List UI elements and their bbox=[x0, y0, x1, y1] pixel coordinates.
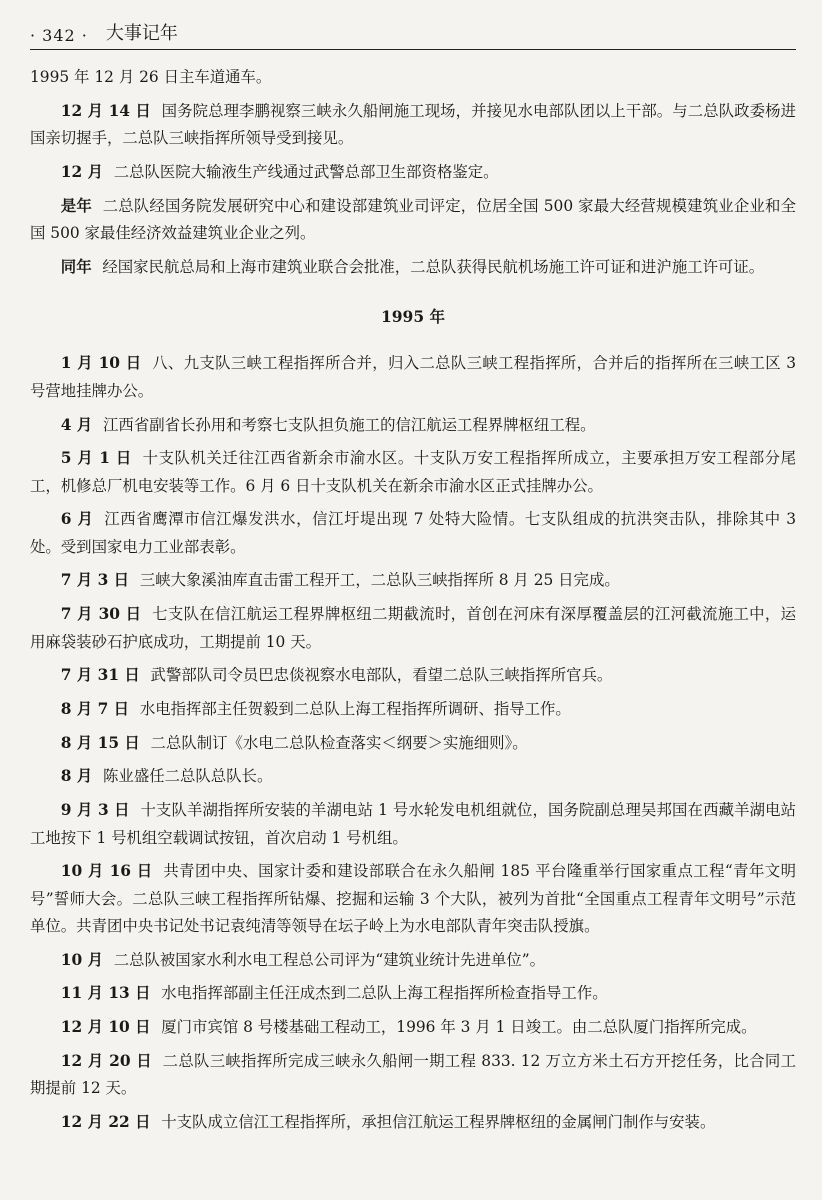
entry-text: 三峡大象溪油库直击雷工程开工，二总队三峡指挥所 8 月 25 日完成。 bbox=[139, 571, 620, 590]
entry-text: 国务院总理李鹏视察三峡永久船闸施工现场，并接见水电部队团以上干部。与二总队政委杨进国亲切握手，二总队三峡指挥所领导受到接见。 bbox=[30, 101, 796, 148]
entry-text: 二总队被国家水利水电工程总公司评为“建筑业统计先进单位”。 bbox=[113, 950, 546, 969]
entry-date: 12 月 22 日 bbox=[60, 1112, 151, 1131]
chronicle-entry bbox=[30, 980, 796, 1007]
chronicle-entry bbox=[30, 763, 796, 790]
chronicle-entry bbox=[30, 947, 796, 974]
entry-text: 十支队羊湖指挥所安装的羊湖电站 1 号水轮发电机组就位，国务院副总理吴邦国在西藏羊湖电站工地按下 1 号机组空载调试按钮，首次启动 1 号机组。 bbox=[30, 801, 797, 847]
chronicle-entry bbox=[30, 506, 796, 561]
chronicle-entry bbox=[30, 350, 796, 405]
entry-text: 江西省鹰潭市信江爆发洪水，信江圩堤出现 7 处特大险情。七支队组成的抗洪突击队，排除其中 3 处。受到国家电力工业部表彰。 bbox=[30, 510, 796, 556]
page-number: · 342 · bbox=[30, 26, 88, 45]
entry-date: 7 月 30 日 bbox=[60, 605, 142, 624]
entry-text: 水电指挥部副主任汪成杰到二总队上海工程指挥所检查指导工作。 bbox=[161, 984, 608, 1003]
entry-date: 同年 bbox=[60, 257, 92, 276]
entries-1995 bbox=[30, 350, 796, 1136]
entry-text: 共青团中央、国家计委和建设部联合在永久船闸 185 平台隆重举行国家重点工程“青年文明号”誓师大会。二总队三峡工程指挥所钻爆、挖掘和运输 3 个大队，被列为首批“全国重点工程青年文明号”示范单位。共青团中央书记处书记袁纯清等领导在坛子岭上为水电部队青年突击队授旗。 bbox=[30, 862, 796, 936]
chronicle-entry bbox=[30, 567, 796, 594]
entry-date: 5 月 1 日 bbox=[60, 449, 132, 468]
chronicle-entry bbox=[30, 64, 796, 91]
chronicle-entry bbox=[30, 1014, 796, 1041]
chronicle-entry bbox=[30, 696, 796, 723]
entry-date: 10 月 16 日 bbox=[60, 862, 153, 881]
entry-date: 11 月 13 日 bbox=[60, 984, 151, 1003]
entry-date: 7 月 31 日 bbox=[60, 666, 140, 685]
entry-text: 武警部队司令员巴忠倓视察水电部队，看望二总队三峡指挥所官兵。 bbox=[150, 666, 613, 685]
chronicle-entry bbox=[30, 730, 796, 757]
entry-date: 12 月 20 日 bbox=[60, 1051, 152, 1070]
chronicle-entry bbox=[30, 254, 796, 281]
document-body bbox=[30, 64, 796, 1143]
chronicle-entry bbox=[30, 193, 796, 248]
chronicle-entry bbox=[30, 445, 796, 500]
entry-date: 8 月 7 日 bbox=[60, 699, 130, 718]
entry-date: 1 月 10 日 bbox=[60, 354, 142, 373]
entry-date: 6 月 bbox=[60, 510, 94, 529]
entries-1994 bbox=[30, 64, 796, 281]
chronicle-entry bbox=[30, 159, 796, 186]
entry-text: 十支队成立信江工程指挥所，承担信江航运工程界牌枢纽的金属闸门制作与安装。 bbox=[161, 1112, 716, 1131]
entry-date: 12 月 10 日 bbox=[60, 1018, 151, 1037]
entry-date: 4 月 bbox=[60, 415, 93, 434]
entry-date: 10 月 bbox=[60, 950, 103, 969]
entry-text: 陈业盛任二总队总队长。 bbox=[103, 767, 273, 786]
entry-date: 7 月 3 日 bbox=[60, 571, 130, 590]
entry-text: 二总队医院大输液生产线通过武警总部卫生部资格鉴定。 bbox=[113, 162, 499, 181]
entry-text: 厦门市宾馆 8 号楼基础工程动工，1996 年 3 月 1 日竣工。由二总队厦门指挥所完成。 bbox=[161, 1018, 757, 1037]
entry-text: 七支队在信江航运工程界牌枢纽二期截流时，首创在河床有深厚覆盖层的江河截流施工中，运用麻袋装砂石护底成功，工期提前 10 天。 bbox=[30, 605, 796, 651]
page-header bbox=[30, 20, 796, 50]
chronicle-entry bbox=[30, 1048, 796, 1103]
entry-date: 8 月 bbox=[60, 767, 93, 786]
running-title: 大事记年 bbox=[105, 23, 178, 44]
entry-date: 是年 bbox=[60, 196, 92, 215]
entry-date: 8 月 15 日 bbox=[60, 733, 140, 752]
chronicle-entry bbox=[30, 601, 796, 656]
entry-text: 八、九支队三峡工程指挥所合并，归入二总队三峡工程指挥所，合并后的指挥所在三峡工区 3 号营地挂牌办公。 bbox=[30, 354, 797, 400]
entry-text: 十支队机关迁往江西省新余市渝水区。十支队万安工程指挥所成立，主要承担万安工程部分尾工，机修总厂机电安装等工作。6 月 6 日十支队机关在新余市渝水区正式挂牌办公。 bbox=[30, 449, 796, 495]
entry-date: 12 月 bbox=[60, 162, 103, 181]
entry-text: 经国家民航总局和上海市建筑业联合会批准，二总队获得民航机场施工许可证和进沪施工许可证。 bbox=[102, 257, 765, 276]
chronicle-entry bbox=[30, 858, 796, 940]
entry-text: 二总队制订《水电二总队检查落实＜纲要＞实施细则》。 bbox=[150, 733, 528, 752]
chronicle-entry bbox=[30, 412, 796, 439]
chronicle-entry bbox=[30, 98, 796, 153]
entry-date: 12 月 14 日 bbox=[60, 101, 151, 120]
year-heading: 1995 年 bbox=[380, 307, 446, 327]
chronicle-entry bbox=[30, 662, 796, 689]
chronicle-entry bbox=[30, 797, 796, 852]
entry-text: 1995 年 12 月 26 日主车道通车。 bbox=[30, 68, 272, 86]
entry-date: 9 月 3 日 bbox=[60, 801, 130, 820]
entry-text: 二总队三峡指挥所完成三峡永久船闸一期工程 833. 12 万立方米土石方开挖任务，比合同工期提前 12 天。 bbox=[30, 1051, 796, 1098]
chronicle-entry bbox=[30, 1109, 796, 1136]
entry-text: 水电指挥部主任贺毅到二总队上海工程指挥所调研、指导工作。 bbox=[139, 699, 571, 718]
entry-text: 江西省副省长孙用和考察七支队担负施工的信江航运工程界牌枢纽工程。 bbox=[103, 415, 596, 434]
entry-text: 二总队经国务院发展研究中心和建设部建筑业司评定，位居全国 500 家最大经营规模建筑业企业和全国 500 家最佳经济效益建筑业企业之列。 bbox=[30, 196, 796, 242]
